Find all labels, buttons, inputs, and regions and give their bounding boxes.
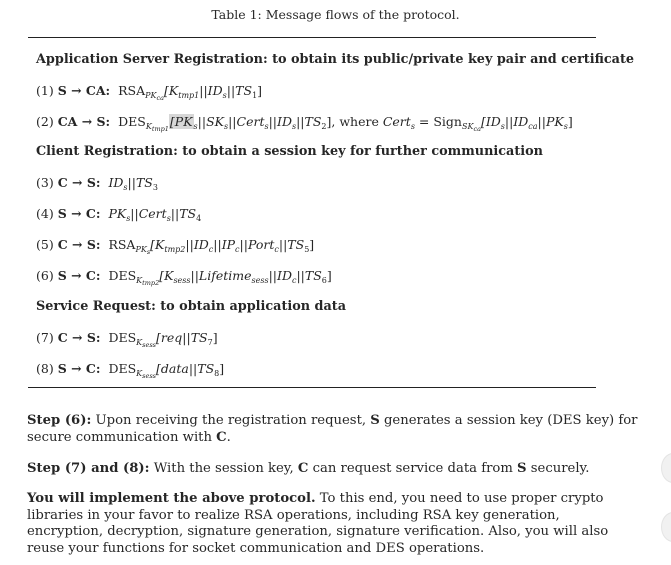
message-row-3: (3) C → S: $ID_s||TS_3$ [36, 175, 158, 192]
message-row-5: (5) C → S: $RSA_{PK_s}[K_{tmp2}||ID_c||IP_c||Port_c||TS_5]$ [36, 237, 315, 256]
page-edge-mark [661, 512, 671, 542]
table-top-rule [28, 37, 596, 38]
paragraph-step-6: Step (6): Upon receiving the registration request, S generates a session key (DES key) for secure communication with C. [27, 413, 638, 445]
table-bottom-rule [28, 387, 596, 388]
paragraph-step-7-8: Step (7) and (8): With the session key, C can request service data from S securely. [27, 461, 590, 476]
message-row-6: (6) S → C: $DES_{K_{tmp2}}[K_{sess}||Lifetime_{sess}||ID_c||TS_6]$ [36, 268, 332, 287]
section-heading-service: Service Request: to obtain application data [36, 299, 346, 314]
message-row-1: (1) S → CA: $RSA_{PK_{ca}}[K_{tmp1}||ID_s||TS_1]$ [36, 83, 263, 102]
message-row-7: (7) C → S: $DES_{K_{sess}}[req||TS_7]$ [36, 330, 218, 349]
message-row-8: (8) S → C: $DES_{K_{sess}}[data||TS_8]$ [36, 361, 225, 380]
message-row-4: (4) S → C: $PK_s||Cert_s||TS_4$ [36, 206, 202, 223]
page-edge-mark [661, 453, 671, 483]
table-caption: Table 1: Message flows of the protocol. [211, 7, 460, 22]
highlighted-pk: [PK [169, 114, 193, 129]
section-heading-app-server: Application Server Registration: to obtain its public/private key pair and certificate [36, 52, 635, 67]
section-heading-client: Client Registration: to obtain a session key for further communication [36, 144, 543, 159]
paragraph-implement: You will implement the above protocol. To this end, you need to use proper crypto libraries in your favor to realize RSA operations, including RSA key generation, encryption, decryption, signature generation, signature verification. Also, you will also reuse your functions for socket communication and DES operations. [27, 491, 609, 556]
message-row-2: (2) CA → S: $DES_{K_{tmp1}}[PK_s||SK_s||Cert_s||ID_s||TS_2]$, where Cert$_s$ = $Sign_{SK_{ca}}[ID_s||ID_{ca}||PK_s]$ [36, 114, 573, 133]
